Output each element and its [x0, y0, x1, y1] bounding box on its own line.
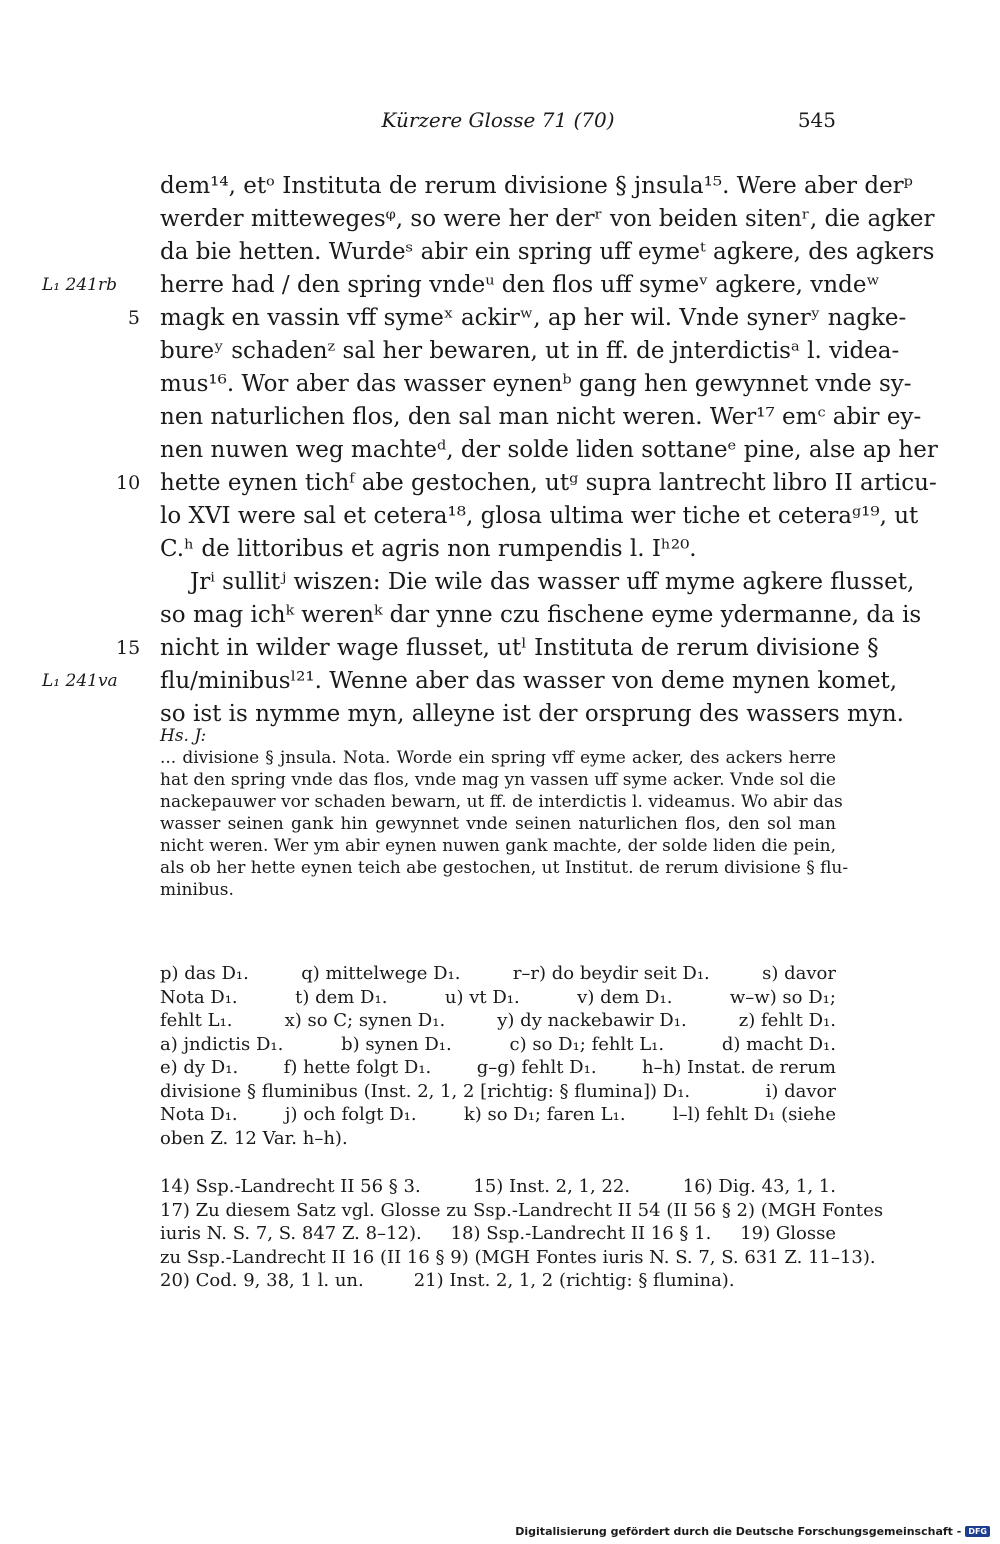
text-line [160, 335, 900, 368]
note-line [160, 1175, 836, 1199]
apparatus-entry: i) davor [765, 1080, 836, 1102]
witness-block [160, 725, 849, 901]
text-line [160, 236, 935, 269]
apparatus-entry: g–g) fehlt D₁. [476, 1057, 597, 1078]
apparatus-entry: v) dem D₁. [577, 986, 673, 1008]
apparatus-entry: e) dy D₁. [160, 1057, 239, 1078]
text-line [160, 500, 919, 533]
line-text: da bie hetten. Wurdeˢ abir ein spring uff eymeᵗ agkere, des agkers [160, 239, 935, 265]
apparatus-line [160, 1103, 836, 1127]
margin-note: L₁ 241rb [42, 275, 117, 295]
source-notes [160, 1175, 884, 1293]
apparatus-entry: q) mittelwege D₁. [301, 963, 461, 984]
witness-line: hat den spring vnde das flos, vnde mag yn vassen uff syme acker. Vnde sol die [160, 770, 836, 790]
note-line [160, 1222, 836, 1246]
apparatus-entry: l–l) fehlt D₁ (siehe [672, 1104, 836, 1125]
line-text: flu/minibusˡ²¹. Wenne aber das wasser von deme mynen komet, [160, 668, 898, 694]
apparatus-entry: z) fehlt D₁. [738, 1010, 836, 1031]
note-entry: 20) Cod. 9, 38, 1 l. un. [160, 1270, 364, 1291]
text-line [160, 203, 935, 236]
line-text: so ist is nymme myn, alleyne ist der orsprung des wassers myn. [160, 701, 904, 727]
note-entry: 21) Inst. 2, 1, 2 (richtig: § flumina). [413, 1270, 735, 1291]
margin-note: L₁ 241va [42, 671, 118, 691]
critical-apparatus [160, 962, 836, 1150]
witness-line: nicht weren. Wer ym abir eynen nuwen gank machte, der solde liden die pein, [160, 836, 836, 856]
page-number: 545 [797, 108, 836, 132]
text-line [127, 302, 907, 335]
line-text: lo XVI were sal et cetera¹⁸, glosa ultima wer tiche et ceteraᵍ¹⁹, ut [160, 503, 919, 529]
witness-line: nackepauwer vor schaden bewarn, ut ff. de interdictis l. videamus. Wo abir das [160, 792, 843, 812]
line-text: mus¹⁶. Wor aber das wasser eynenᵇ gang hen gewynnet vnde sy- [160, 371, 912, 397]
apparatus-entry: p) das D₁. [160, 963, 249, 984]
running-title: Kürzere Glosse 71 (70) [381, 108, 615, 132]
text-line [42, 269, 880, 302]
apparatus-entry: divisione § fluminibus (Inst. 2, 1, 2 [richtig: § flumina]) D₁. [160, 1080, 691, 1102]
apparatus-line [160, 1033, 836, 1057]
apparatus-entry: t) dem D₁. [295, 986, 388, 1008]
text-line [160, 566, 915, 599]
apparatus-entry: u) vt D₁. [444, 986, 520, 1008]
apparatus-line [160, 962, 836, 986]
text-line [160, 533, 836, 566]
line-text: dem¹⁴, etᵒ Instituta de rerum divisione § jnsula¹⁵. Were aber derᵖ [160, 173, 913, 199]
apparatus-line [160, 1009, 836, 1033]
apparatus-entry: b) synen D₁. [341, 1033, 452, 1055]
apparatus-entry: j) och folgt D₁. [284, 1104, 417, 1125]
apparatus-entry: fehlt L₁. [160, 1010, 233, 1031]
text-line [42, 665, 898, 698]
note-entry: zu Ssp.-Landrecht II 16 (II 16 § 9) (MGH Fontes iuris N. S. 7, S. 631 Z. 11–13). [160, 1246, 876, 1268]
witness-label: Hs. J: [160, 726, 207, 746]
line-text: nen nuwen weg machteᵈ, der solde liden sottaneᵉ pine, alse ap her [160, 437, 938, 463]
apparatus-entry: r–r) do beydir seit D₁. [512, 963, 710, 984]
apparatus-entry: w–w) so D₁; [729, 986, 836, 1008]
note-entry: 15) Inst. 2, 1, 22. [473, 1176, 631, 1197]
apparatus-entry: h–h) Instat. de rerum [642, 1057, 836, 1078]
line-text: bureʸ schadenᶻ sal her bewaren, ut in ff. de jnterdictisᵃ l. videa- [160, 338, 900, 364]
note-entry: 18) Ssp.-Landrecht II 16 § 1. [450, 1223, 712, 1244]
page-header [160, 108, 836, 138]
apparatus-line [160, 1080, 836, 1104]
note-entry: 14) Ssp.-Landrecht II 56 § 3. [160, 1176, 421, 1197]
line-text: so mag ichᵏ werenᵏ dar ynne czu fischene eyme ydermanne, da is [160, 602, 922, 628]
line-number: 10 [116, 472, 141, 494]
apparatus-entry: a) jndictis D₁. [160, 1033, 284, 1055]
apparatus-entry: oben Z. 12 Var. h–h). [160, 1127, 348, 1149]
line-text: hette eynen tichᶠ abe gestochen, utᵍ supra lantrecht libro II articu- [160, 470, 937, 496]
text-line [160, 368, 912, 401]
line-number: 5 [127, 307, 140, 329]
line-text: nen naturlichen flos, den sal man nicht weren. Wer¹⁷ emᶜ abir ey- [160, 404, 922, 430]
text-line [160, 434, 938, 467]
line-number: 15 [116, 637, 141, 659]
note-line [160, 1199, 884, 1223]
apparatus-entry: y) dy nackebawir D₁. [497, 1010, 687, 1031]
note-line [160, 1246, 876, 1270]
apparatus-entry: d) macht D₁. [721, 1033, 836, 1055]
witness-line: als ob her hette eynen teich abe gestochen, ut Institut. de rerum divisione § flu- [160, 858, 849, 878]
note-entry: iuris N. S. 7, S. 847 Z. 8–12). [160, 1223, 422, 1244]
apparatus-line [160, 1056, 836, 1080]
line-text: herre had / den spring vndeᵘ den flos uff symeᵛ agkere, vndeʷ [160, 272, 880, 298]
apparatus-entry: Nota D₁. [160, 986, 238, 1008]
line-text: nicht in wilder wage flusset, utˡ Instituta de rerum divisione § [160, 635, 879, 661]
apparatus-line [160, 1127, 836, 1151]
line-text: C.ʰ de littoribus et agris non rumpendis l. Iʰ²⁰. [160, 536, 697, 562]
text-line [160, 401, 922, 434]
text-line [116, 632, 879, 665]
note-entry: 16) Dig. 43, 1, 1. [682, 1176, 836, 1197]
line-text: magk en vassin vff symeˣ ackirʷ, ap her wil. Vnde synerʸ nagke- [160, 305, 907, 331]
witness-line: wasser seinen gank hin gewynnet vnde seinen naturlichen flos, den sol man [160, 814, 836, 834]
dfg-logo: DFG [965, 1526, 990, 1537]
line-text: Jrⁱ sullitʲ wiszen: Die wile das wasser uff myme agkere flusset, [190, 569, 915, 595]
text-line [116, 467, 937, 500]
footer-text: Digitalisierung gefördert durch die Deutsche Forschungsgemeinschaft - [515, 1525, 962, 1538]
apparatus-line [160, 986, 836, 1010]
funding-footer [515, 1525, 990, 1538]
witness-line: minibus. [160, 880, 234, 900]
text-line [160, 170, 913, 203]
apparatus-entry: k) so D₁; faren L₁. [463, 1104, 626, 1125]
apparatus-entry: s) davor [762, 963, 836, 984]
line-text: werder mittewegesᵠ, so were her derʳ von beiden sitenʳ, die agker [160, 206, 935, 232]
note-entry: 19) Glosse [740, 1223, 836, 1244]
note-line [160, 1269, 836, 1293]
witness-line: ... divisione § jnsula. Nota. Worde ein spring vff eyme acker, des ackers herre [160, 748, 836, 768]
text-line [160, 599, 922, 632]
apparatus-entry: x) so C; synen D₁. [284, 1010, 446, 1031]
apparatus-entry: c) so D₁; fehlt L₁. [509, 1033, 665, 1055]
main-text [42, 170, 938, 731]
note-entry: 17) Zu diesem Satz vgl. Glosse zu Ssp.-Landrecht II 54 (II 56 § 2) (MGH Fontes [160, 1199, 884, 1221]
apparatus-entry: f) hette folgt D₁. [283, 1057, 432, 1078]
apparatus-entry: Nota D₁. [160, 1104, 238, 1125]
